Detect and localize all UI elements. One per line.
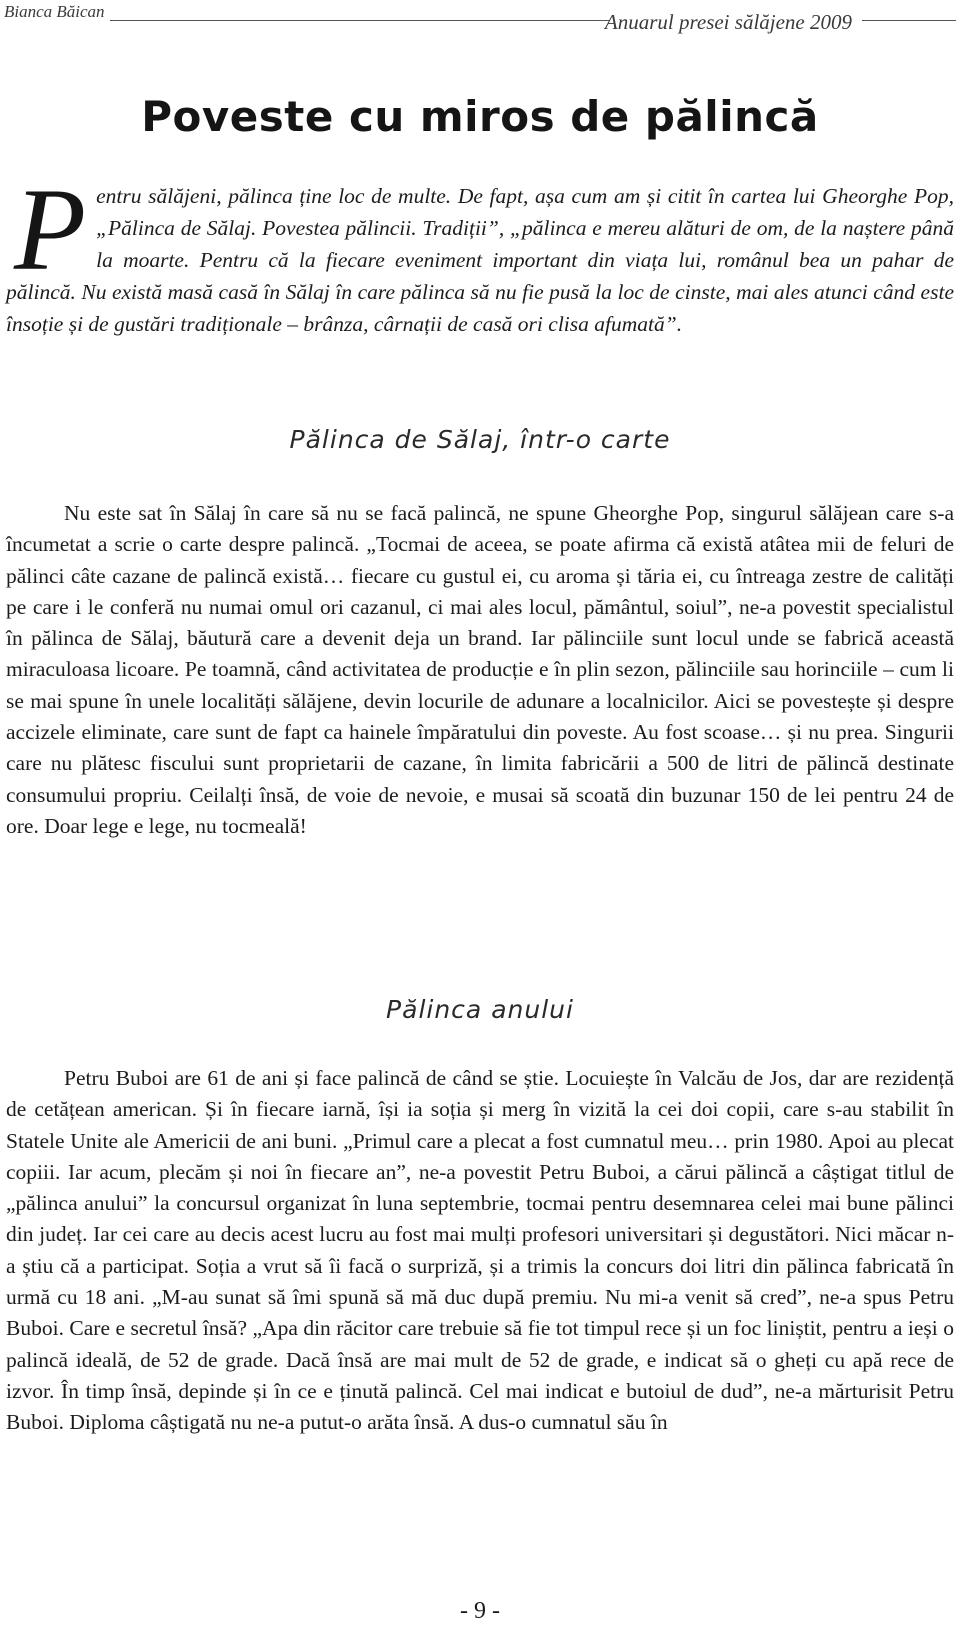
article-title: Poveste cu miros de pălincă (141, 92, 819, 141)
page-number: - 9 - (460, 1598, 500, 1624)
header-rule-right (862, 20, 956, 21)
header-rule-left (110, 20, 610, 21)
section-paragraph-carte: Nu este sat în Sălaj în care să nu se facă palincă, ne spune Gheorghe Pop, singurul sălăjean care s-a încumetat a scrie o carte despre palincă. „Tocmai de aceea, se poate afirma că există atâtea mii de feluri de pălinci câte cazane de palincă există… fiecare cu gustul ei, cu aroma și tăria ei, cu întreaga zestre de calități pe care i le conferă nu numai omul ori cazanul, ci mai ales locul, pământul, soiul”, ne-a povestit specialistul în pălinca de Sălaj, băutură care a devenit deja un brand. Iar pălinciile sunt locul unde se fabrică această miraculoasa licoare. Pe toamnă, când activitatea de producție e în plin sezon, pălinciile sau horinciile – cum li se mai spune în unele localități sălăjene, devin locurile de adunare a localnicilor. Aici se povestește și despre accizele eliminate, care sunt de fapt ca hainele împăratului din poveste. Au fost scoase… și nu prea. Singurii care nu plătesc fiscului sunt proprietarii de cazane, în limita fabricării a 500 de litri de pălincă destinate consumului propriu. Ceilalți însă, de voie de nevoie, e musai să scoată din buzunar 150 de lei pentru 24 de ore. Doar lege e lege, nu tocmeală! (6, 501, 954, 838)
intro-text: entru sălăjeni, pălinca ține loc de multe. De fapt, așa cum am și citit în cartea lui Gheorghe Pop, „Pălinca de Sălaj. Povestea pălincii. Tradiții”, „pălinca e mereu alături de om, de la naștere până la moarte. Pentru că la fiecare eveniment important din viața lui, românul bea un pahar de pălincă. Nu există masă casă în Sălaj în care pălinca să nu fie pusă la loc de cinste, mai ales atunci când este însoție și de gustări tradiționale – brânza, cârnații de casă ori clisa afumată”. (6, 184, 954, 336)
header-author: Bianca Băican (4, 2, 105, 21)
drop-cap: P (14, 164, 87, 295)
header-journal-title: Anuarul presei sălăjene 2009 (604, 10, 852, 34)
section-heading-palinca-anului: Pălinca anului (386, 995, 574, 1024)
intro-paragraph (6, 164, 954, 340)
section-heading-carte: Pălinca de Sălaj, într-o carte (289, 425, 671, 454)
section-paragraph-palinca-anului: Petru Buboi are 61 de ani și face palincă de când se știe. Locuiește în Valcău de Jos, dar are rezidență de cetățean american. Și în fiecare iarnă, își ia soția și merg în vizită la cei doi copii, care s-au stabilit în Statele Unite ale Americii de ani buni. „Primul care a plecat a fost cumnatul meu… prin 1980. Apoi au plecat copiii. Iar acum, plecăm și noi în fiecare an”, ne-a povestit Petru Buboi, a cărui pălincă a câștigat titlul de „pălinca anului” la concursul organizat în luna septembrie, tocmai pentru desemnarea celei mai bune pălinci din județ. Iar cei care au decis acest lucru au fost mai mulți profesori universitari și degustători. Nici măcar n-a știu că a participat. Soția a vrut să îi facă o surpriză, și a trimis la concurs doi litri din pălinca fabricată în urmă cu 18 ani. „M-au sunat să îmi spună să mă duc după premiu. Nu mi-a venit să cred”, ne-a spus Petru Buboi. Care e secretul însă? „Apa din răcitor care trebuie să fie tot timpul rece și un foc liniștit, pentru a ieși o palincă ideală, de 52 de grade. Dacă însă are mai mult de 52 de grade, e indicat să o gheți cu apă rece de izvor. În timp însă, depinde și în ce e ținută palincă. Cel mai indicat e butoiul de dud”, ne-a mărturisit Petru Buboi. Diploma câștigată nu ne-a putut-o arăta însă. A dus-o cumnatul său în (6, 1066, 954, 1435)
